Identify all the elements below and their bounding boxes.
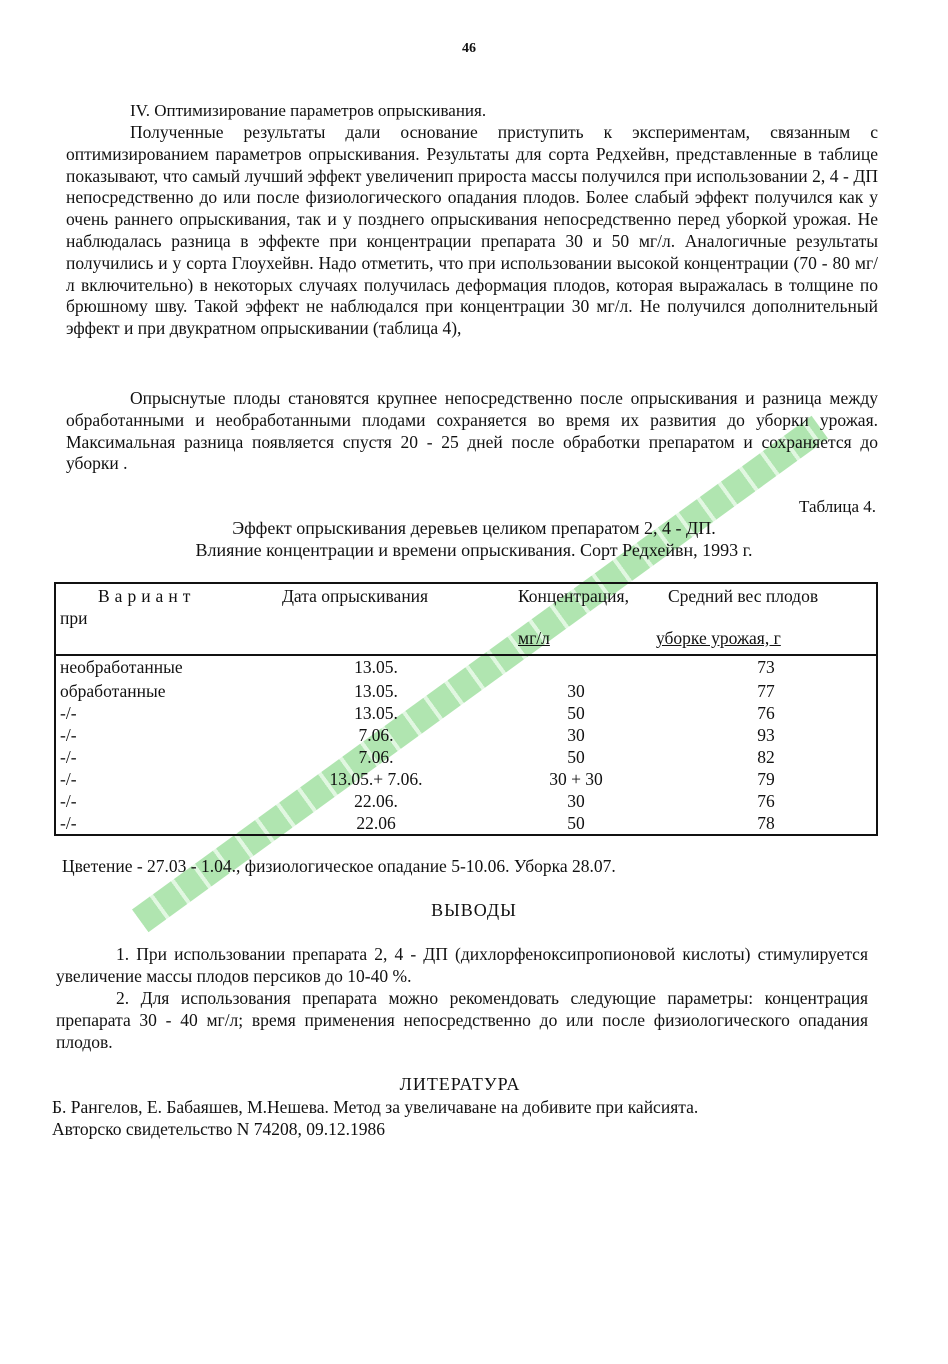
cell-variant: необработанные xyxy=(60,657,183,677)
header-weight-unit: уборке урожая, г xyxy=(656,627,781,648)
cell-concentration: 50 xyxy=(567,703,585,723)
table-caption-line2: Влияние концентрации и времени опрыскивания. Сорт Редхейвн, 1993 г. xyxy=(195,540,753,560)
cell-variant: -/- xyxy=(60,725,77,745)
table-row xyxy=(55,702,877,724)
page-number: 46 xyxy=(462,41,476,56)
literature-line-2: Авторско свидетельство N 74208, 09.12.1986 xyxy=(52,1119,386,1139)
cell-date: 22.06. xyxy=(354,791,398,811)
table-row xyxy=(55,655,877,678)
table-footnote: Цветение - 27.03 - 1.04., физиологическое опадание 5-10.06. Уборка 28.07. xyxy=(62,856,616,876)
literature-reference xyxy=(52,1096,882,1140)
cell-variant: -/- xyxy=(60,703,77,723)
header-concentration-unit: мг/л xyxy=(518,627,550,648)
cell-date: 22.06 xyxy=(356,813,396,833)
cell-date: 7.06. xyxy=(358,725,394,745)
table-caption-line1: Эффект опрыскивания деревьев целиком препаратом 2, 4 - ДП. xyxy=(232,518,716,538)
table-row xyxy=(55,724,877,746)
header-concentration xyxy=(496,583,656,655)
conclusion-1: 1. При использовании препарата 2, 4 - ДП (дихлорфеноксипропионовой кислоты) стимулируется увеличение массы плодов персиков до 10-40 %. xyxy=(56,944,868,986)
header-date xyxy=(256,583,496,655)
header-date-label: Дата опрыскивания xyxy=(282,586,429,606)
header-weight xyxy=(656,583,877,655)
table-row xyxy=(55,678,877,702)
cell-concentration: 30 + 30 xyxy=(549,769,603,789)
cell-weight: 82 xyxy=(757,747,775,767)
conclusions-heading: ВЫВОДЫ xyxy=(431,900,517,920)
section-title: IV. Оптимизирование параметров опрыскивания. xyxy=(130,101,487,120)
header-variant-sub: при xyxy=(60,607,88,628)
header-concentration-label: Концентрация, xyxy=(518,586,629,606)
cell-concentration: 30 xyxy=(567,725,585,745)
cell-date: 7.06. xyxy=(358,747,394,767)
table-row xyxy=(55,812,877,835)
cell-variant: -/- xyxy=(60,813,77,833)
cell-weight: 93 xyxy=(757,725,775,745)
cell-concentration xyxy=(496,655,656,678)
cell-weight: 73 xyxy=(757,657,775,677)
header-weight-label: Средний вес плодов xyxy=(668,586,819,606)
table-row xyxy=(55,746,877,768)
cell-concentration: 50 xyxy=(567,813,585,833)
header-variant xyxy=(55,583,256,655)
data-table xyxy=(54,582,878,836)
literature-line-1: Б. Рангелов, Е. Бабаяшев, М.Нешева. Метод за увеличаване на добивите при кайсията. xyxy=(52,1097,699,1117)
conclusion-2: 2. Для использования препарата можно рекомендовать следующие параметры: концентрация препарата 30 - 40 мг/л; время применения непосредственно до или после физиологического опадания плодов. xyxy=(56,988,868,1052)
cell-concentration: 30 xyxy=(567,681,585,701)
literature-heading: ЛИТЕРАТУРА xyxy=(399,1074,521,1094)
cell-date: 13.05. xyxy=(354,657,398,677)
header-variant-label: Вариант xyxy=(98,586,196,606)
cell-variant: -/- xyxy=(60,769,77,789)
table-header-row xyxy=(55,583,877,655)
table-row xyxy=(55,790,877,812)
table-label: Таблица 4. xyxy=(799,497,876,516)
cell-weight: 76 xyxy=(757,791,775,811)
table-row xyxy=(55,768,877,790)
cell-date: 13.05. xyxy=(354,681,398,701)
cell-variant: -/- xyxy=(60,791,77,811)
cell-weight: 79 xyxy=(757,769,775,789)
cell-weight: 77 xyxy=(757,681,775,701)
paragraph-fruit-growth: Опрыснутые плоды становятся крупнее непосредственно после опрыскивания и разница между обработанными и необработанными плодами сохраняется во время их развития до уборки урожая. Максимальная разница появляется спустя 20 - 25 дней после обработки препаратом и сохраняется до уборки . xyxy=(66,388,878,474)
paragraph-results: Полученные результаты дали основание приступить к экспериментам, связанным с оптимизированием параметров опрыскивания. Результаты для сорта Редхейвн, представленные в таблице показывают, что самый лучший эффект увеличенип прироста массы получился при использовании 2, 4 - ДП непосредственно до или после физиологического опадания плодов. Более слабый эффект получился как у очень раннего опрыскивания, так и у позднего опрыскивания непосредственно перед уборкой урожая. Не наблюдалась разница в эффекте при концентрации препарата 30 и 50 мг/л. Аналогичные результаты получились и у сорта Глоухейвн. Надо отметить, что при использовании высокой концентрации (70 - 80 мг/л включительно) в некоторых случаях получилась деформация плодов, которая выражалась в толщине по брюшному шву. Такой эффект не наблюдался при концентрации 30 мг/л. Не получился дополнительный эффект и при двукратном опрыскивании (таблица 4), xyxy=(66,122,878,339)
cell-date: 13.05.+ 7.06. xyxy=(329,769,423,789)
cell-variant: -/- xyxy=(60,747,77,767)
cell-concentration: 50 xyxy=(567,747,585,767)
cell-weight: 76 xyxy=(757,703,775,723)
cell-date: 13.05. xyxy=(354,703,398,723)
cell-concentration: 30 xyxy=(567,791,585,811)
cell-variant: обработанные xyxy=(60,681,166,701)
cell-weight: 78 xyxy=(757,813,775,833)
